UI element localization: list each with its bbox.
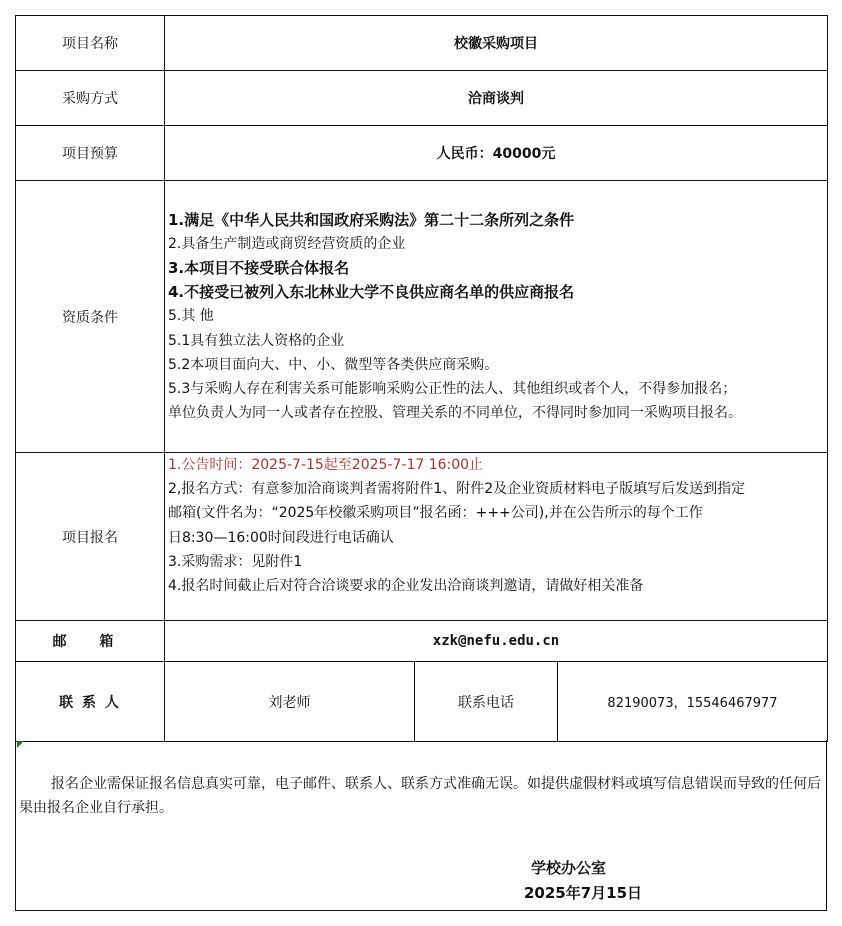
registration-item: 3.采购需求：见附件1 [168, 553, 303, 570]
announcement-form [15, 15, 827, 911]
qualification-item: 5.3与采购人存在利害关系可能影响采购公正性的法人、其他组织或者个人，不得参加报名； [168, 381, 737, 397]
qualification-item: 5.1具有独立法人资格的企业 [168, 332, 345, 349]
row-qualifications [16, 181, 828, 453]
procurement-table [15, 15, 828, 742]
contact-label: 联 系 人 [16, 662, 165, 742]
notice-box [15, 740, 827, 911]
qualifications-cell [165, 181, 828, 453]
phone-value: 82190073，15546467977 [558, 662, 828, 742]
row-procurement-method [16, 71, 828, 126]
row-registration [16, 453, 828, 621]
row-email [16, 621, 828, 662]
registration-item: 邮箱(文件名为：“2025年校徽采购项目”报名函：+++公司),并在公告所示的每个工作 [168, 505, 703, 522]
qualification-item: 5.其 他 [168, 308, 214, 325]
qualification-item: 3.本项目不接受联合体报名 [168, 258, 350, 277]
email-label: 邮 箱 [16, 621, 165, 662]
project-name-label: 项目名称 [16, 16, 165, 71]
notice-text: 报名企业需保证报名信息真实可靠，电子邮件、联系人、联系方式准确无误。如提供虚假材料或填写信息错误而导致的任何后果由报名企业自行承担。 [19, 776, 821, 816]
registration-list [165, 453, 827, 598]
qualifications-label: 资质条件 [16, 181, 165, 453]
registration-item: 2,报名方式：有意参加洽商谈判者需将附件1、附件2及企业资质材料电子版填写后发送到指定 [168, 481, 746, 498]
qualifications-list [165, 208, 827, 426]
budget-label: 项目预算 [16, 126, 165, 181]
cell-marker-icon [17, 741, 24, 748]
registration-item: 4.报名时间截止后对符合洽谈要求的企业发出洽商谈判邀请，请做好相关准备 [168, 578, 644, 595]
issue-date: 2025年7月15日 [524, 884, 643, 902]
announcement-time: 1.公告时间：2025-7-15起至2025-7-17 16:00止 [168, 457, 484, 473]
procurement-method-label: 采购方式 [16, 71, 165, 126]
issuing-office: 学校办公室 [531, 859, 607, 877]
row-contact [16, 662, 828, 742]
qualification-item: 4.不接受已被列入东北林业大学不良供应商名单的供应商报名 [168, 283, 575, 302]
phone-label: 联系电话 [415, 662, 558, 742]
registration-item: 日8:30—16:00时间段进行电话确认 [168, 529, 394, 546]
contact-name: 刘老师 [165, 662, 415, 742]
email-value: xzk@nefu.edu.cn [165, 621, 828, 662]
qualification-item: 单位负责人为同一人或者存在控股、管理关系的不同单位，不得同时参加同一采购项目报名。 [168, 405, 742, 422]
registration-label: 项目报名 [16, 453, 165, 621]
project-name-value: 校徽采购项目 [165, 16, 828, 71]
procurement-method-value: 洽商谈判 [165, 71, 828, 126]
qualification-item: 5.2本项目面向大、中、小、微型等各类供应商采购。 [168, 356, 499, 373]
registration-cell [165, 453, 828, 621]
row-project-name [16, 16, 828, 71]
row-budget [16, 126, 828, 181]
qualification-item: 2.具备生产制造或商贸经营资质的企业 [168, 235, 406, 252]
qualification-item: 1.满足《中华人民共和国政府采购法》第二十二条所列之条件 [168, 210, 575, 229]
budget-value: 人民币：40000元 [165, 126, 828, 181]
